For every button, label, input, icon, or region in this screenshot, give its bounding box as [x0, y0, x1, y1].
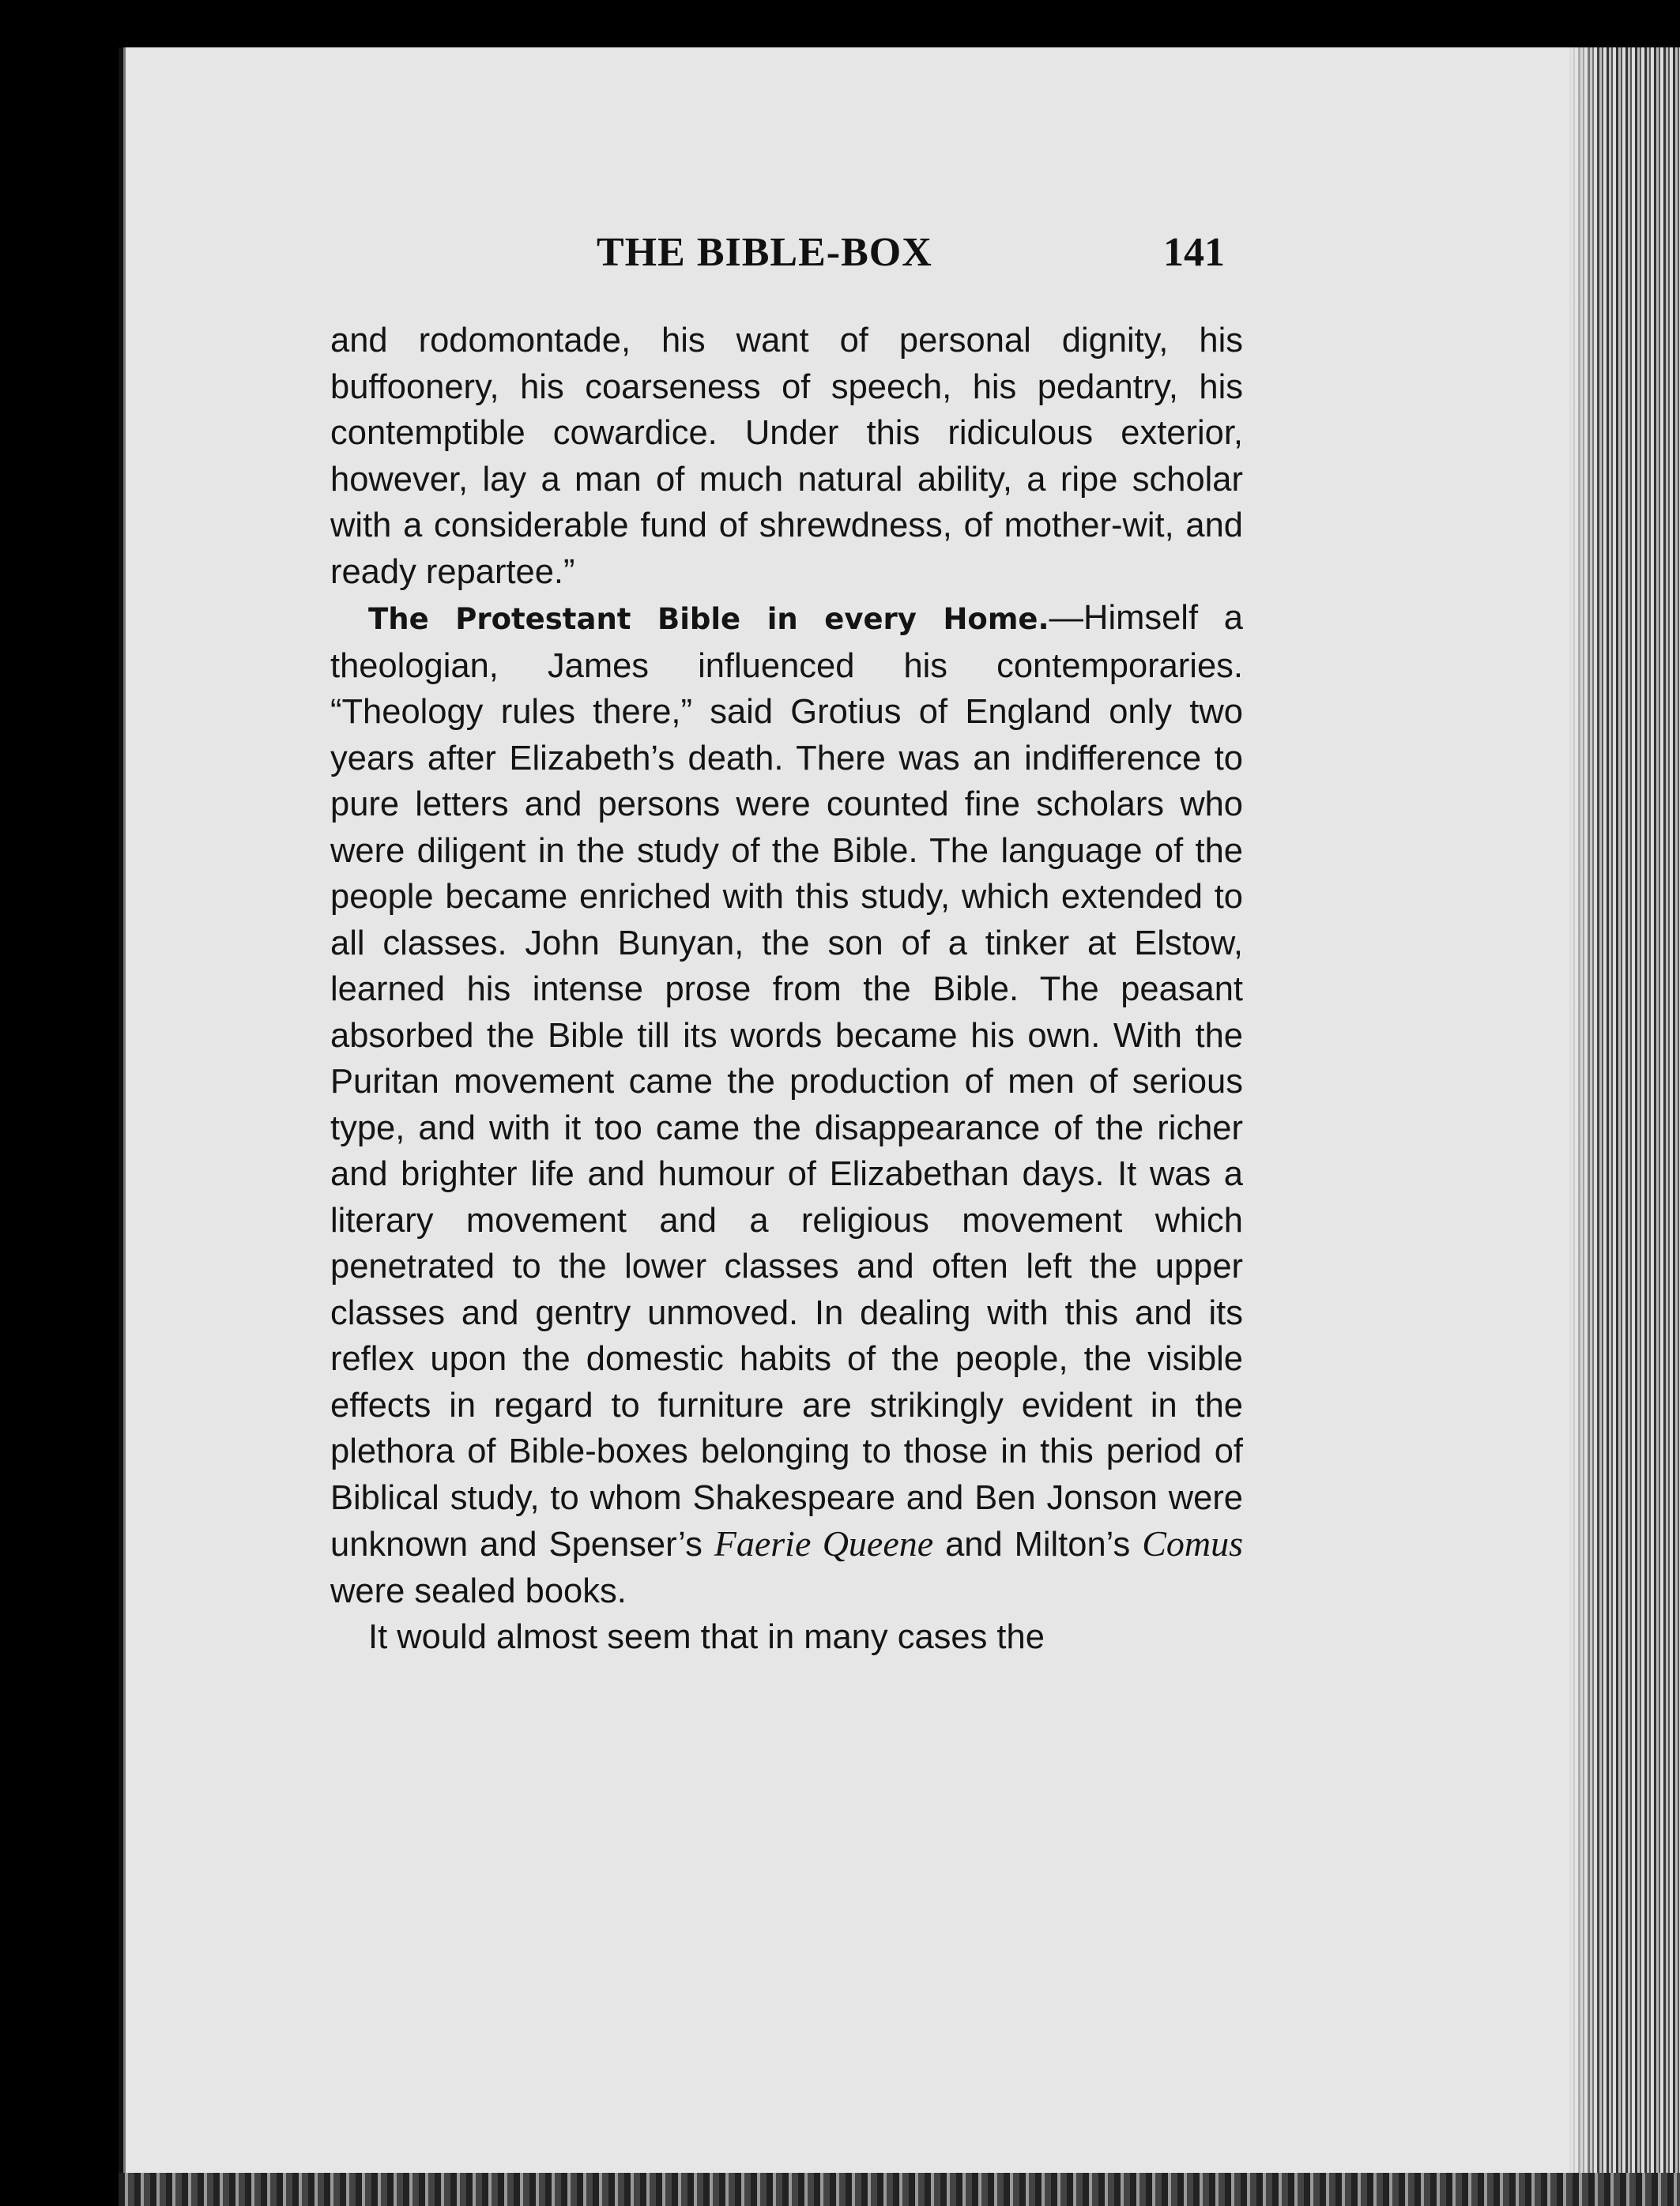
page-edges-bottom: [119, 2173, 1680, 2206]
paragraph-protestant-bible: [330, 595, 1243, 1614]
running-title: THE BIBLE-BOX: [597, 230, 932, 275]
paragraph-final: It would almost seem that in many cases the: [368, 1618, 1045, 1656]
body-text: [330, 318, 1243, 1661]
running-header: [332, 229, 1225, 284]
paragraph-continuation: and rodomontade, his want of personal dignity, his buffoonery, his coarseness of speech, his pedantry, his contemptible cowardice. Under this ridiculous exterior, however, lay a man of much natural ability, a ripe scholar with a considerable fund of shrewdness, of mother-wit, and ready repartee.”: [330, 322, 1243, 591]
section-side-heading: The Protestant Bible in every Home.: [368, 602, 1049, 636]
paragraph-text: were sealed books.: [330, 1572, 627, 1610]
book-title-faerie-queene: Faerie Queene: [714, 1523, 934, 1564]
book-spine-gutter: [119, 47, 136, 2206]
paragraph-text: and Milton’s: [933, 1526, 1143, 1564]
page-edges-right: [1569, 47, 1680, 2206]
book-title-comus: Comus: [1142, 1523, 1244, 1564]
page-number: 141: [1163, 230, 1225, 275]
paragraph-text: —Himself a theologian, James influenced his contemporaries. “Theology rules there,” said Grotius of England only two years after Elizabeth’s death. There was an indifference to pure letters and persons were counted fine scholars who were diligent in the study of the Bible. The language of the people became enriched with this study, which extended to all classes. John Bunyan, the son of a tinker at Elstow, learned his intense prose from the Bible. The peasant absorbed the Bible till its words became his own. With the Puritan movement came the production of men of serious type, and with it too came the disappearance of the richer and brighter life and humour of Elizabethan days. It was a literary movement and a religious movement which penetrated to the lower classes and often left the upper classes and gentry unmoved. In dealing with this and its reflex upon the domestic habits of the people, the visible effects in regard to furniture are strikingly evident in the plethora of Bible-boxes belonging to those in this period of Biblical study, to whom Shakespeare and Ben Jonson were unknown and Spenser’s: [330, 599, 1243, 1564]
